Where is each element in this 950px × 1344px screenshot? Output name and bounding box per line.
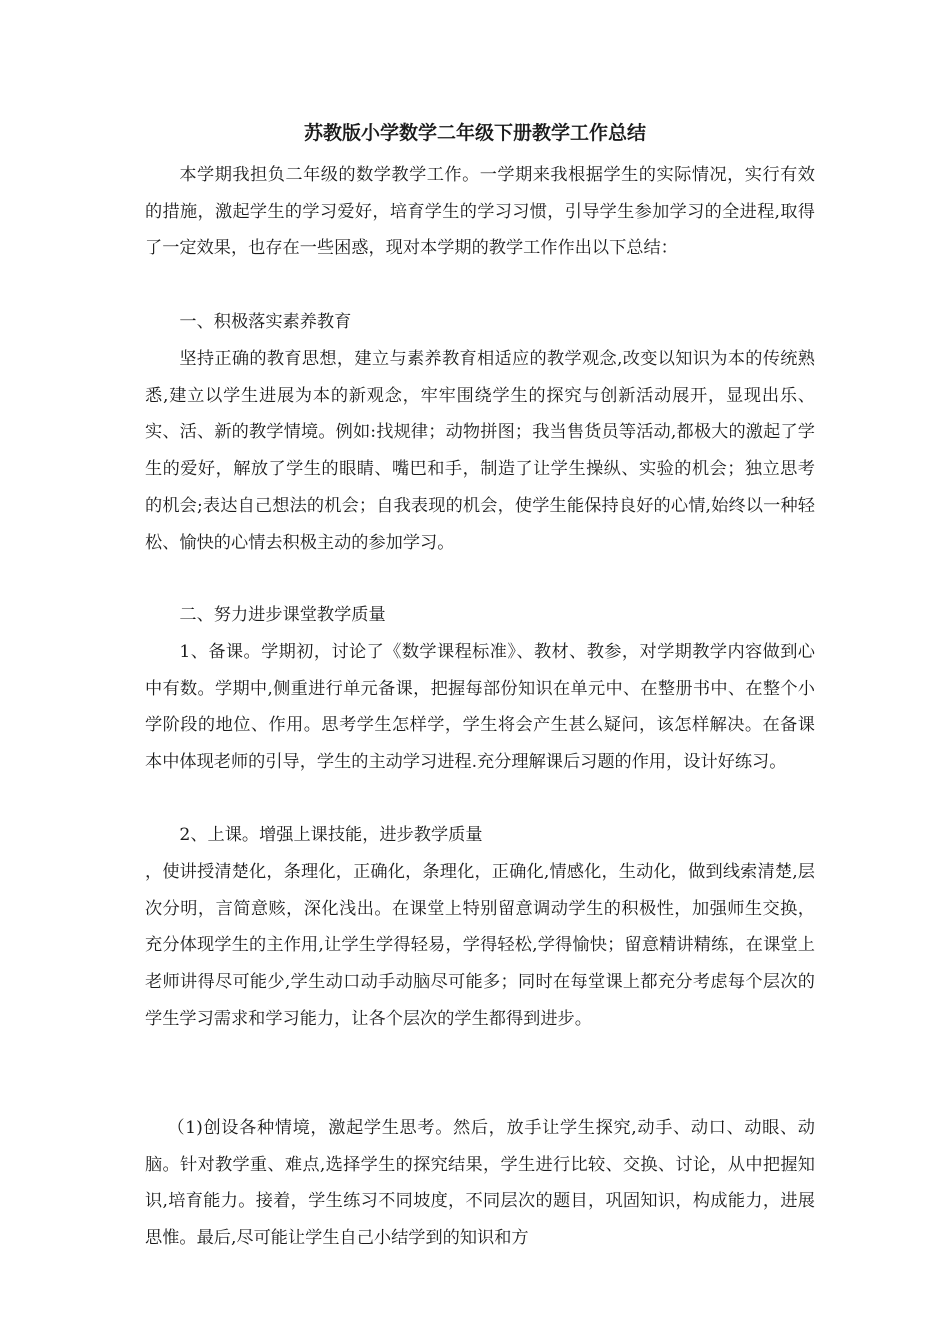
item2-heading: 2、上课。增强上课技能，进步教学质量: [179, 825, 483, 845]
section2-heading: 二、努力进步课堂教学质量: [179, 605, 386, 625]
item1-paragraph: 1、备课。学期初，讨论了《数学课程标准》、教材、教参，对学期教学内容做到心中有数。学期中,侧重进行单元备课，把握每部份知识在单元中、在整册书中、在整个小学阶段的地位、作用。思考学生怎样学，学生将会产生甚么疑问，该怎样解决。在备课本中体现老师的引导，学生的主动学习进程.充分理解课后习题的作用，设计好练习。: [145, 642, 815, 773]
sub1-paragraph: （1)创设各种情境，激起学生思考。然后，放手让学生探究,动手、动口、动眼、动脑。针对教学重、难点,选择学生的探究结果，学生进行比较、交换、讨论，从中把握知识,培育能力。接着，学生练习不同坡度，不同层次的题目，巩固知识，构成能力，进展思惟。最后,尽可能让学生自己小结学到的知识和方: [145, 1118, 815, 1249]
section1-heading: 一、积极落实素养教育: [179, 312, 352, 332]
intro-paragraph: 本学期我担负二年级的数学教学工作。一学期来我根据学生的实际情况，实行有效的措施，激起学生的学习爱好，培育学生的学习习惯，引导学生参加学习的全进程,取得了一定效果，也存在一些困惑，现对本学期的教学工作作出以下总结：: [145, 165, 815, 259]
section1-paragraph: 坚持正确的教育思想，建立与素养教育相适应的教学观念,改变以知识为本的传统熟悉,建立以学生进展为本的新观念，牢牢围绕学生的探究与创新活动展开，显现出乐、实、活、新的教学情境。例如:找规律；动物拼图；我当售货员等活动,都极大的激起了学生的爱好，解放了学生的眼睛、嘴巴和手，制造了让学生操纵、实验的机会；独立思考的机会;表达自己想法的机会；自我表现的机会，使学生能保持良好的心情,始终以一种轻松、愉快的心情去积极主动的参加学习。: [145, 349, 815, 553]
document-title: 苏教版小学数学二年级下册教学工作总结: [303, 122, 646, 144]
item2-paragraph: ，使讲授清楚化，条理化，正确化，条理化，正确化,情感化，生动化，做到线索清楚,层次分明，言简意赅，深化浅出。在课堂上特别留意调动学生的积极性，加强师生交换，充分体现学生的主作用,让学生学得轻易，学得轻松,学得愉快；留意精讲精练，在课堂上老师讲得尽可能少,学生动口动手动脑尽可能多；同时在每堂课上都充分考虑每个层次的学生学习需求和学习能力，让各个层次的学生都得到进步。: [145, 862, 815, 1029]
